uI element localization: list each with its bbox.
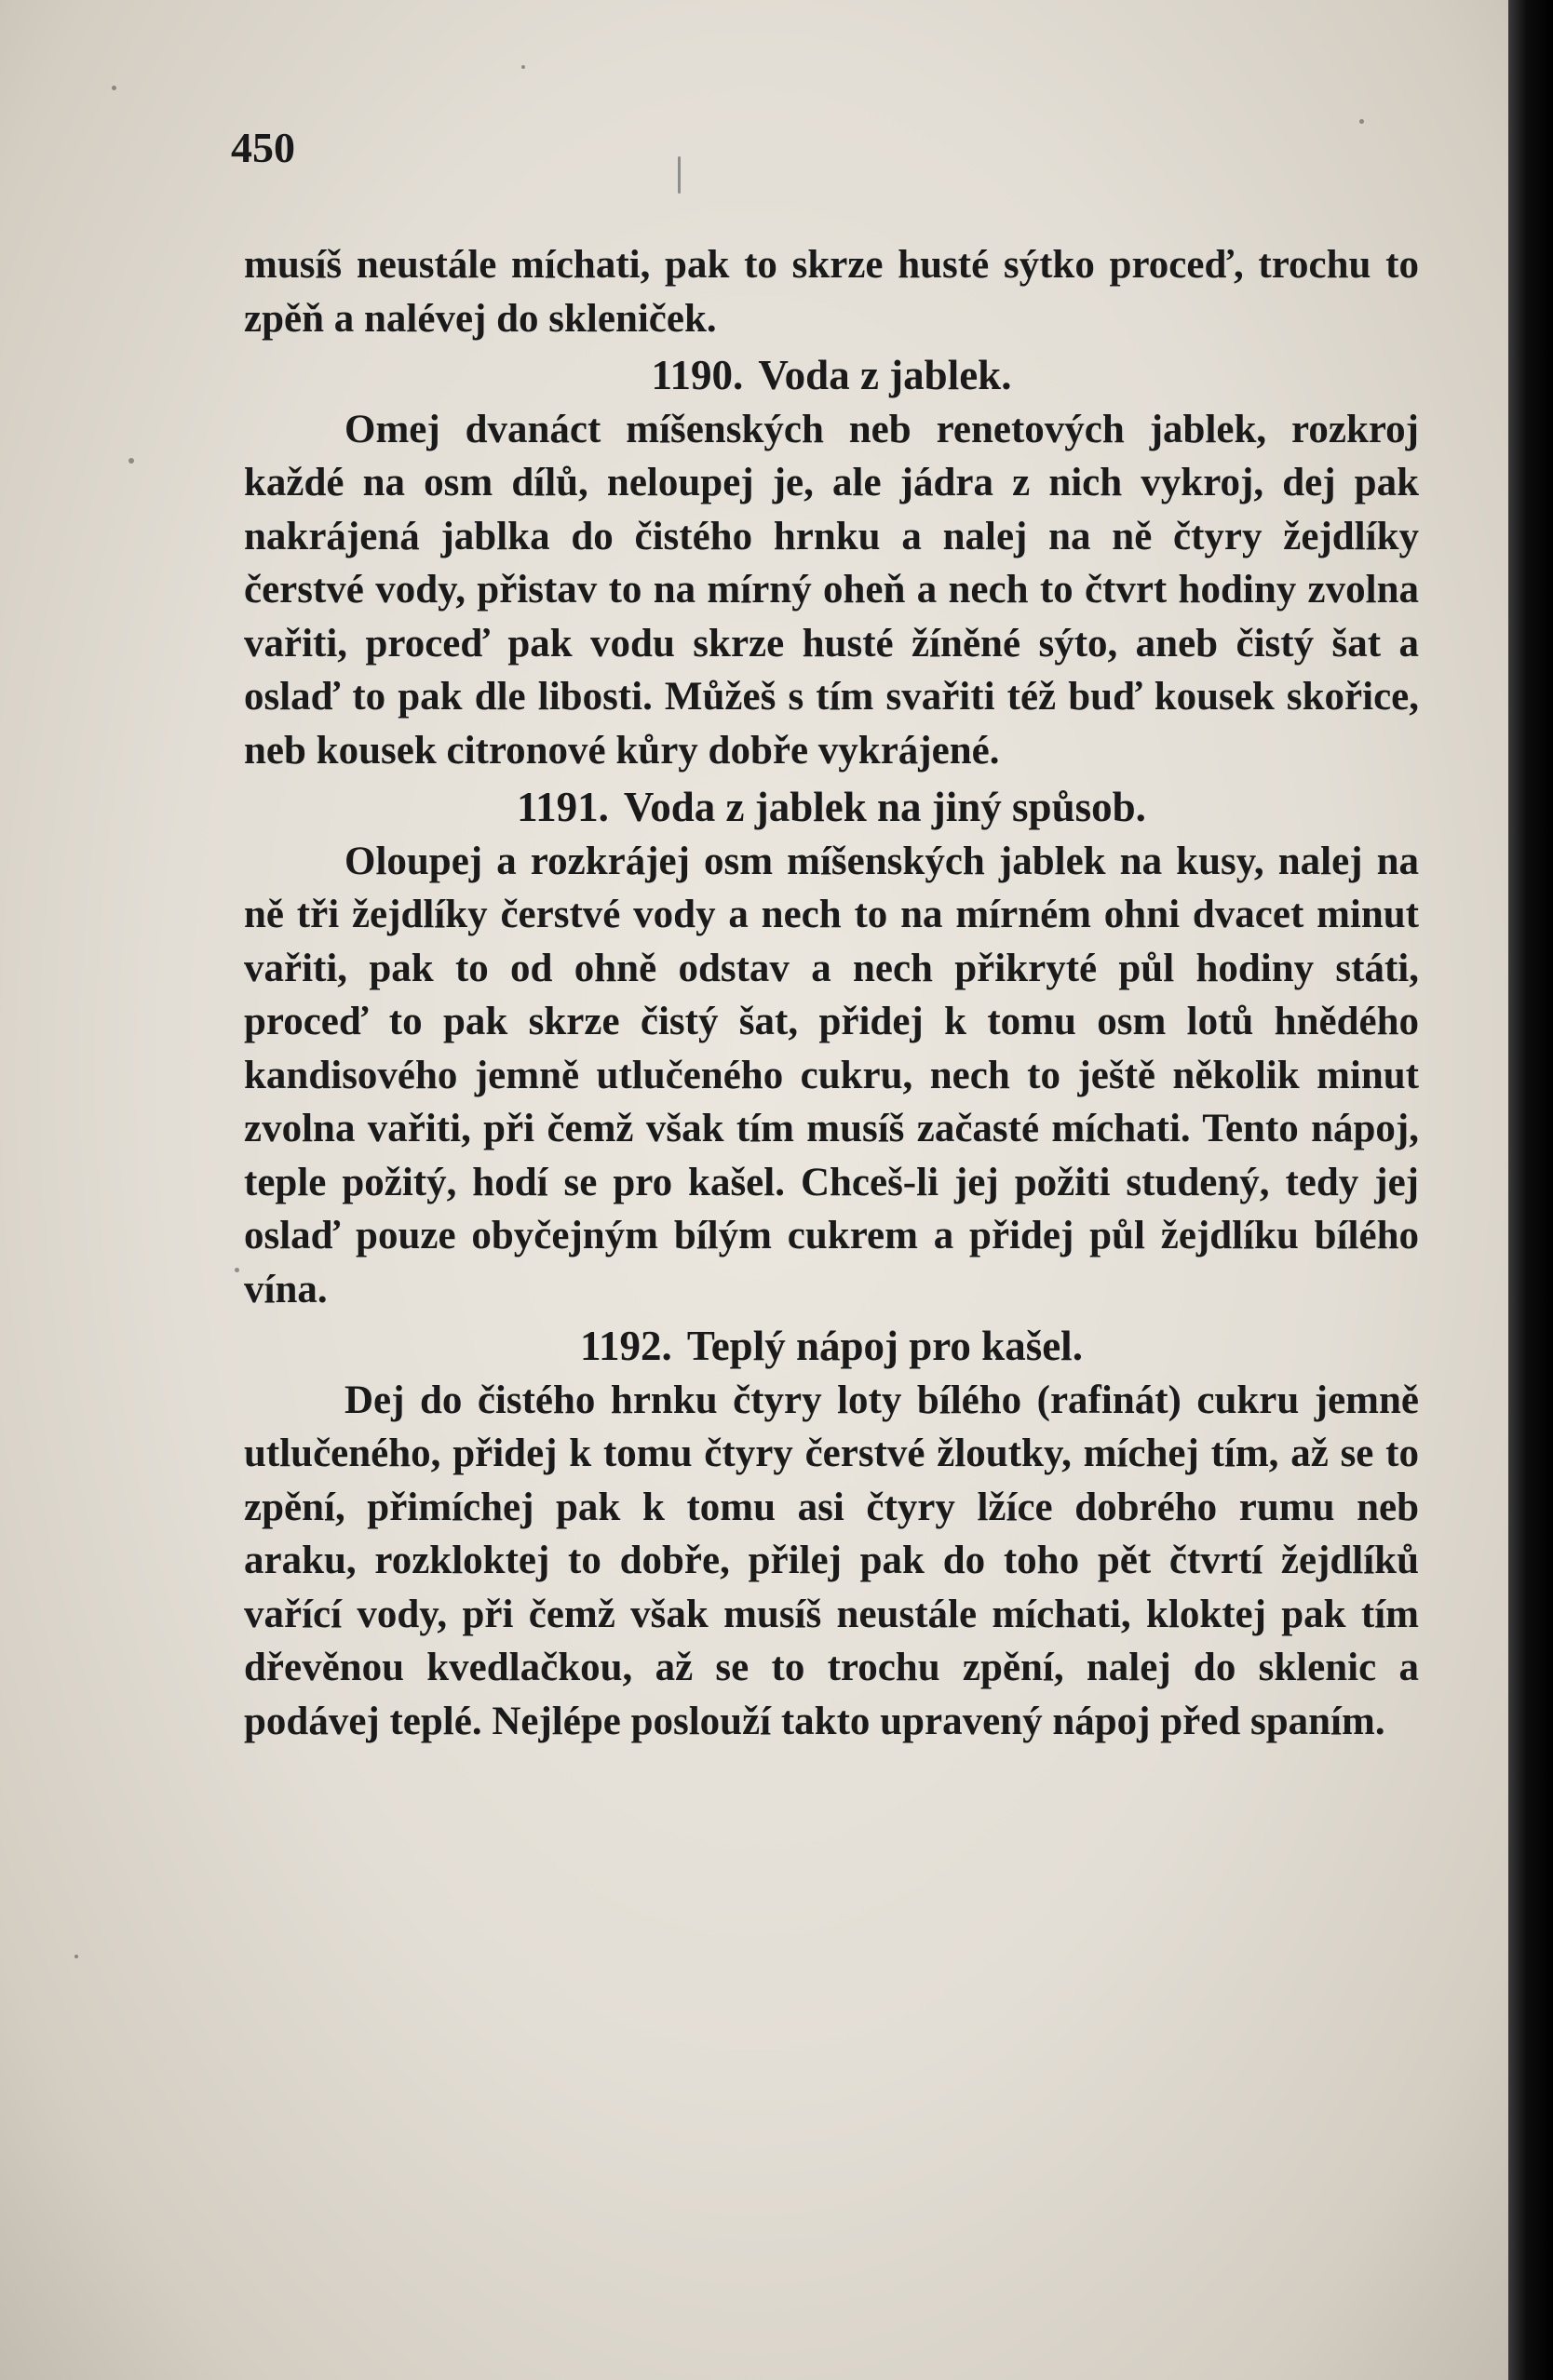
recipe-number: 1191. [517,784,609,830]
page-text [244,238,1419,1748]
recipe-title: Teplý nápoj pro kašel. [686,1323,1083,1369]
paragraph: Omej dvanáct míšenských neb renetových jablek, rozkroj každé na osm dílů, neloupej je, ale jádra z nich vykroj, dej pak nakrájená jablka do čistého hrnku a nalej na ně čtyry žejdlíky čerstvé vody, přistav to na mírný oheň a nech to čtvrt hodiny zvolna vařiti, proceď pak vodu skrze husté žíněné sýto, aneb čistý šat a oslaď to pak dle libosti. Můžeš s tím svařiti též buď kousek skořice, neb kousek citronové kůry dobře vykrájené. [244,407,1419,773]
paper-speck [235,1268,239,1272]
paragraph: Oloupej a rozkrájej osm míšenských jablek na kusy, nalej na ně tři žejdlíky čerstvé vody a nech to na mírném ohni dvacet minut vařiti, pak to od ohně odstav a nech přikryté půl hodiny státi, proceď to pak skrze čistý šat, přidej k tomu osm lotů hnědého kandisového jemně utlučeného cukru, nech to ještě několik minut zvolna vařiti, při čemž však tím musíš začasté míchati. Tento nápoj, teple požitý, hodí se pro kašel. Chceš-li jej požiti studený, tedy jej oslaď pouze obyčejným bílým cukrem a přidej půl žejdlíku bílého vína. [244,839,1419,1311]
recipe-number: 1190. [651,352,744,398]
paper-speck [74,1955,78,1958]
recipe-title: Voda z jablek. [758,352,1012,398]
recipe-number: 1192. [580,1323,672,1369]
paper-speck [1359,119,1364,124]
paper-speck [112,86,116,90]
paper-speck [678,156,681,194]
paper-speck [128,458,134,464]
scan-edge-shadow [1508,0,1553,2380]
paragraph: musíš neustále míchati, pak to skrze husté sýtko proceď, trochu to zpěň a nalévej do skleniček. [244,243,1419,341]
page-number: 450 [231,124,295,171]
paper-speck [521,65,525,69]
recipe-heading [244,781,1419,835]
recipe-title: Voda z jablek na jiný spůsob. [623,784,1146,830]
recipe-heading [244,349,1419,403]
paragraph: Dej do čistého hrnku čtyry loty bílého (rafinát) cukru jemně utlučeného, přidej k tomu čtyry čerstvé žloutky, míchej tím, až se to zpění, přimíchej pak k tomu asi čtyry lžíce dobrého rumu neb araku, rozkloktej to dobře, přilej pak do toho pět čtvrtí žejdlíků vařící vody, při čemž však musíš neustále míchati, kloktej pak tím dřevěnou kvedlačkou, až se to trochu zpění, nalej do sklenic a podávej teplé. Nejlépe poslouží takto upravený nápoj před spaním. [244,1378,1419,1743]
recipe-heading [244,1320,1419,1374]
